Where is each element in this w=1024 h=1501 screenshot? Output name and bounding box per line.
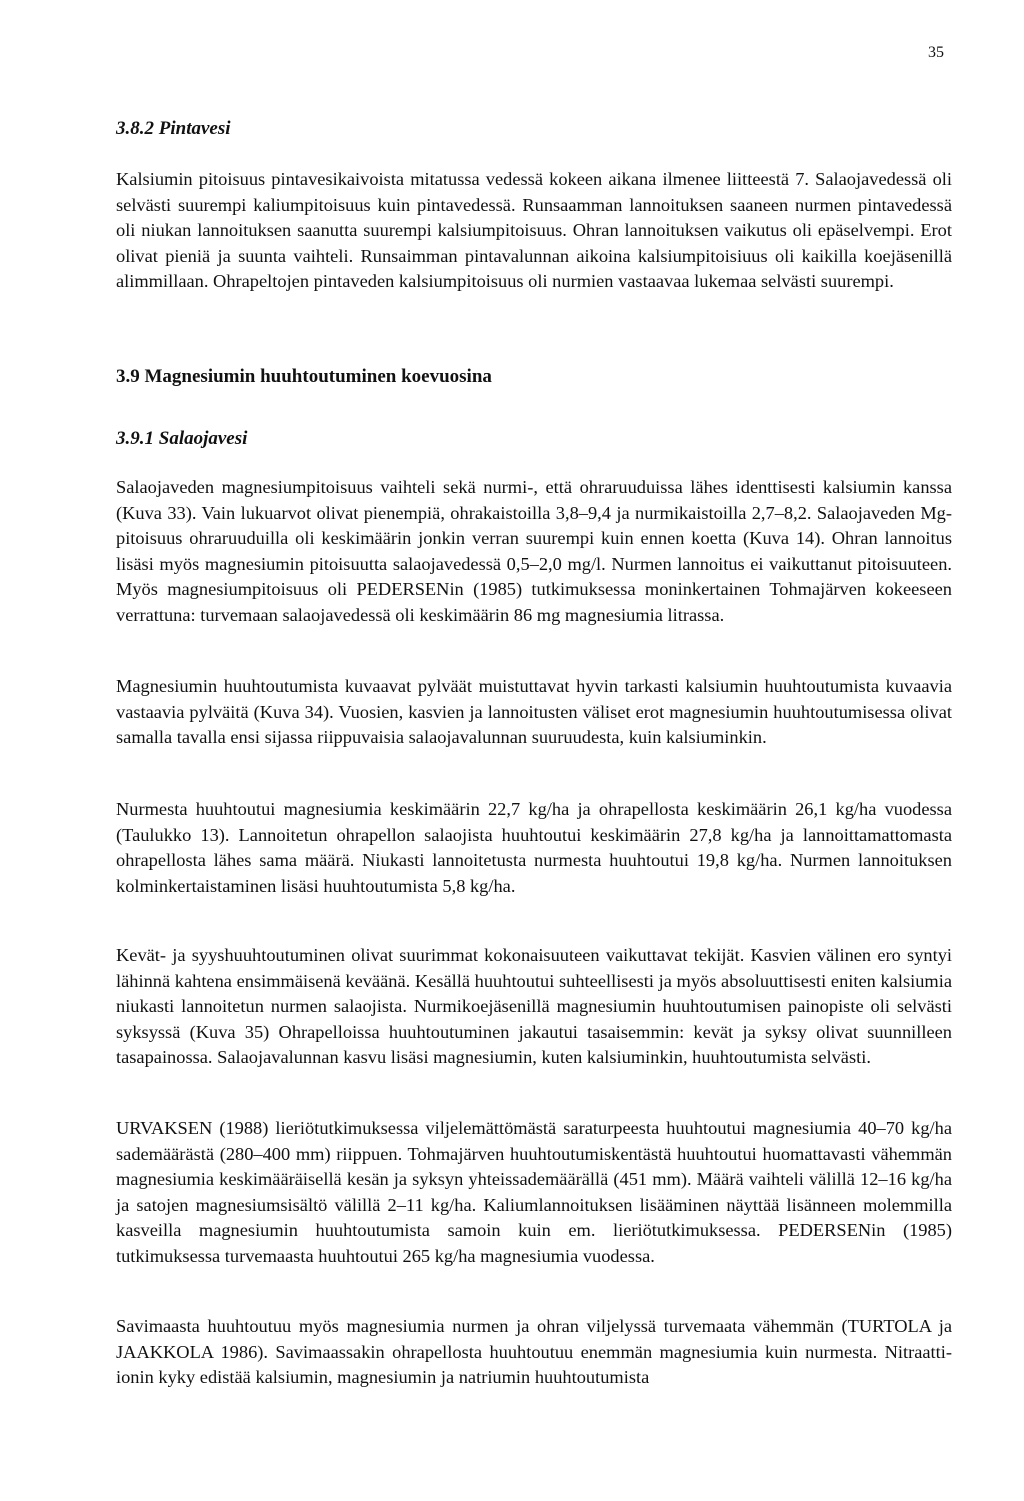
paragraph-pintavesi: Kalsiumin pitoisuus pintavesikaivoista mitatussa vedessä kokeen aikana ilmenee liitteestä 7. Salaojavedessä oli selvästi suurempi kaliumpitoisuus kuin pintavedessä. Runsaamman lannoituksen saaneen nurmen pintavedessä oli niukan lannoituksen saanutta suurempi kalsiumpitoisuus. Ohran lannoituksen vaikutus oli epäselvempi. Erot olivat pieniä ja suunta vaihteli. Runsaimman pintavalunnan aikoina kalsiumpitoisiuus oli kaikilla koejäsenillä alimmillaan. Ohrapeltojen pintaveden kalsiumpitoisuus oli nurmien vastaavaa lukemaa selvästi suurempi.	[116, 169, 952, 292]
paragraph-nurmi-ohra-huuhtoutuminen: Nurmesta huuhtoutui magnesiumia keskimäärin 22,7 kg/ha ja ohrapellosta keskimäärin 26,1 kg/ha vuodessa (Taulukko 13). Lannoitetun ohrapellon salaojista huuhtoutui keskimäärin 27,8 kg/ha ja lannoittamattomasta ohrapellosta lähes sama määrä. Niukasti lannoitetusta nurmesta huuhtoutui 19,8 kg/ha. Nurmen lannoituksen kolminkertaistaminen lisäsi huuhtoutumista 5,8 kg/ha.	[116, 799, 952, 896]
paragraph-magnesium-pylvaat: Magnesiumin huuhtoutumista kuvaavat pylväät muistuttavat hyvin tarkasti kalsiumin huuhtoutumista kuvaavia vastaavia pylväitä (Kuva 34). Vuosien, kasvien ja lannoitusten väliset erot magnesiumin huuhtoutumisessa olivat samalla tavalla ensi sijassa riippuvaisia salaojavalunnan suuruudesta, kuin kalsiuminkin.	[116, 676, 952, 748]
section-heading-3-9: 3.9 Magnesiumin huuhtoutuminen koevuosina	[116, 366, 492, 387]
section-heading-3-9-1: 3.9.1 Salaojavesi	[116, 428, 248, 449]
paragraph-urvaksen-tutkimus: URVAKSEN (1988) lieriötutkimuksessa viljelemättömästä saraturpeesta huuhtoutui magnesiumia 40–70 kg/ha sademäärästä (280–400 mm) riippuen. Tohmajärven huuhtoutumiskentästä huuhtoutui huomattavasti vähemmän magnesiumia keskimääräisellä kesän ja syksyn yhteissademäärällä (451 mm). Määrä vaihteli välillä 12–16 kg/ha ja satojen magnesiumsisältö välillä 2–11 kg/ha. Kaliumlannoituksen lisääminen näyttää lisänneen molemmilla kasveilla magnesiumin huuhtoutumista samoin kuin em. lieriötutkimuksessa. PEDERSENin (1985) tutkimuksessa turvemaasta huuhtoutui 265 kg/ha magnesiumia vuodessa.	[116, 1118, 952, 1266]
page-number: 35	[928, 44, 944, 61]
paragraph-kevat-syys: Kevät- ja syyshuuhtoutuminen olivat suurimmat kokonaisuuteen vaikuttavat tekijät. Kasvien välinen ero syntyi lähinnä kahtena ensimmäisenä keväänä. Kesällä huuhtoutui suhteellisesti ja myös absoluuttisesti eniten kalsiumia niukasti lannoitetun nurmen salaojista. Nurmikoejäsenillä magnesiumin huuhtoutumisen painopiste oli selvästi syksyssä (Kuva 35) Ohrapelloissa huuhtoutuminen jakautui tasaisemmin: kevät ja syksy olivat suunnilleen tasapainossa. Salaojavalunnan kasvu lisäsi magnesiumin, kuten kalsiuminkin, huuhtoutumista selvästi.	[116, 945, 952, 1068]
paragraph-salaojavesi-pitoisuus: Salaojaveden magnesiumpitoisuus vaihteli sekä nurmi-, että ohraruuduissa lähes identtisesti kalsiumin kanssa (Kuva 33). Vain lukuarvot olivat pienempiä, ohrakaistoilla 3,8–9,4 ja nurmikaistoilla 2,7–8,2. Salaojaveden Mg-pitoisuus ohraruuduilla oli keskimäärin jonkin verran suurempi kuin ennen koetta (Kuva 14). Ohran lannoitus lisäsi myös magnesiumin pitoisuutta salaojavedessä 0,5–2,0 mg/l. Nurmen lannoitus ei vaikuttanut pitoisuuteen. Myös magnesiumpitoisuus oli PEDERSENin (1985) tutkimuksessa moninkertainen Tohmajärven kokeeseen verrattuna: turvemaan salaojavedessä oli keskimäärin 86 mg magnesiumia litrassa.	[116, 477, 952, 625]
paragraph-savimaa: Savimaasta huuhtoutuu myös magnesiumia nurmen ja ohran viljelyssä turvemaata vähemmän (TURTOLA ja JAAKKOLA 1986). Savimaassakin ohrapellosta huuhtoutuu enemmän magnesiumia kuin nurmesta. Nitraatti-ionin kyky edistää kalsiumin, magnesiumin ja natriumin huuhtoutumista	[116, 1316, 952, 1388]
section-heading-3-8-2: 3.8.2 Pintavesi	[116, 118, 231, 139]
